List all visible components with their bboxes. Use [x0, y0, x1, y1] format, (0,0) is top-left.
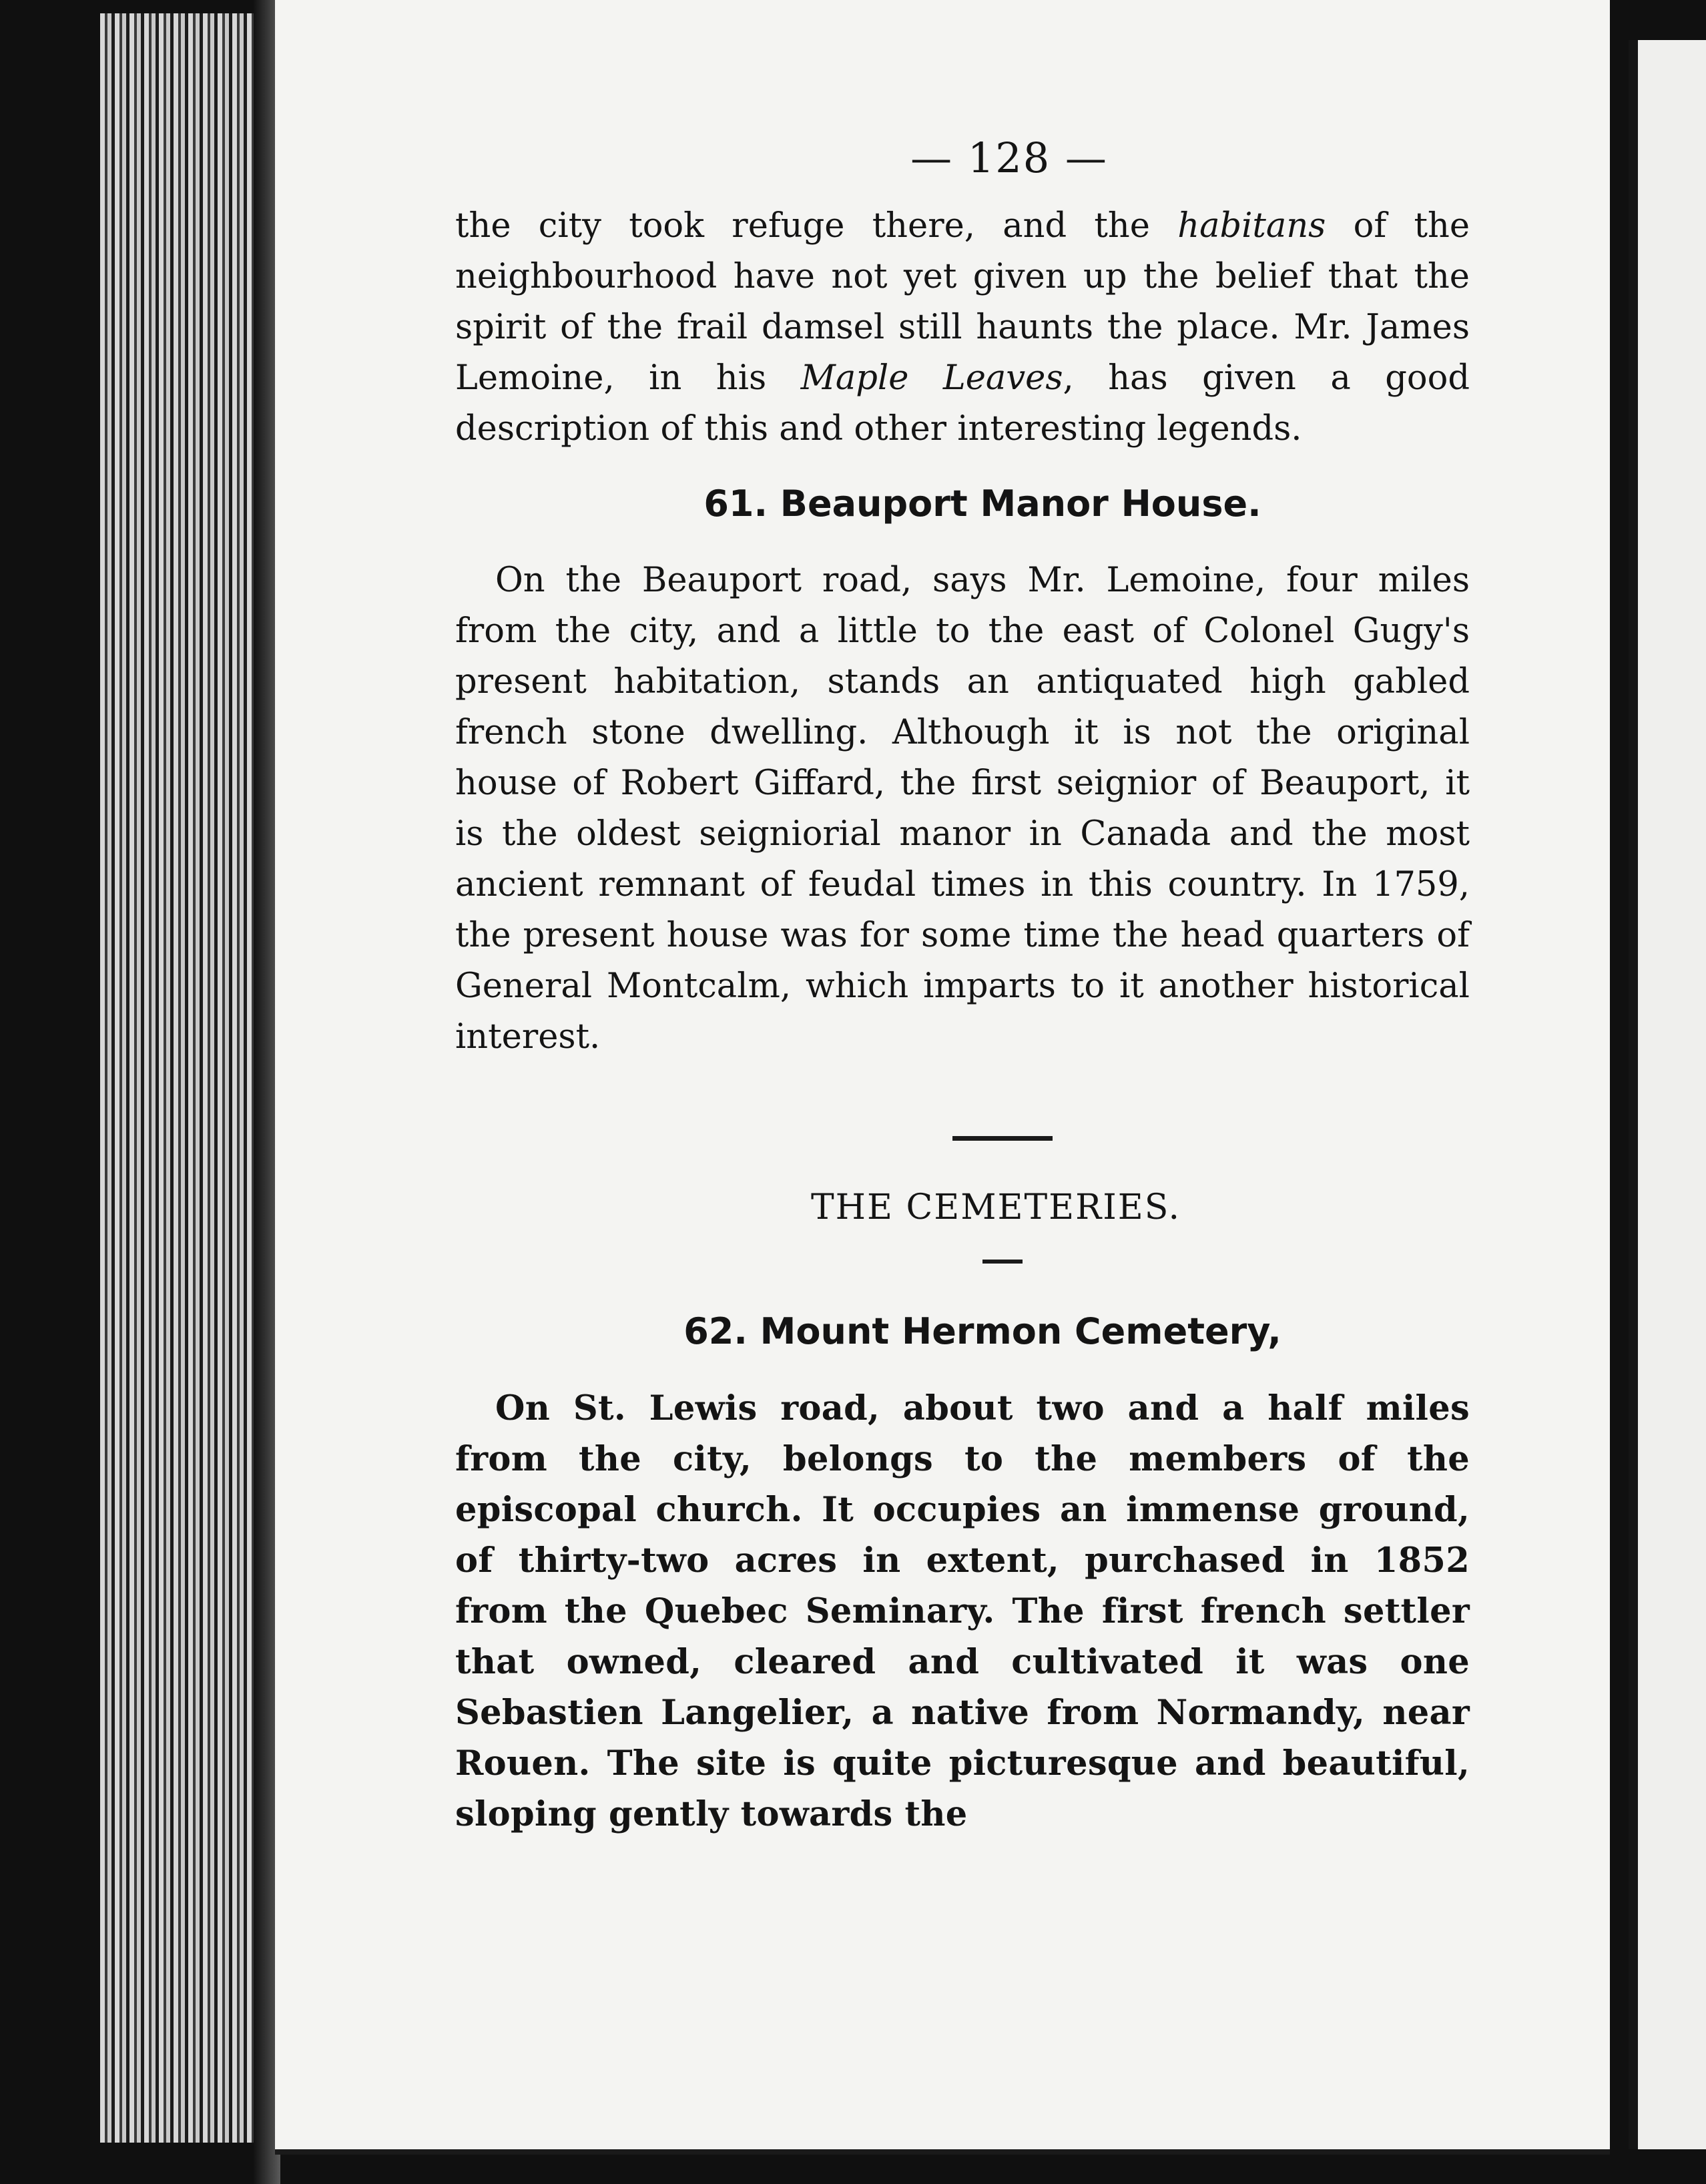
section-61-paragraph: On the Beauport road, says Mr. Lemoine, four miles from the city, and a little to the east of Colonel Gugy's present habitation, stands an antiquated high gabled french stone dwelling. Although it is not the original house of Robert Giffard, the first seignior of Beauport, it is the oldest seigniorial manor in Canada and the most ancient remnant of feudal times in this country. In 1759, the present house was for some time the head quarters of General Montcalm, which imparts to it another historical interest. — [455, 561, 1470, 1057]
intro-italic-1: habitans — [1177, 206, 1326, 246]
short-divider-rule — [982, 1260, 1023, 1264]
cemeteries-title: THE CEMETERIES. — [810, 1187, 1181, 1227]
intro-text-2: of the neighbourhood have not yet given up the belief that the spirit of the frail damsel still haunts the place. Mr. James Lemoine, in his — [455, 206, 1470, 398]
section-61-heading: 61. Beauport Manor House. — [703, 483, 1261, 525]
intro-text-1: the city took refuge there, and the — [455, 206, 1178, 246]
page-number: — 128 — — [910, 133, 1108, 182]
section-62-heading: 62. Mount Hermon Cemetery, — [683, 1310, 1282, 1352]
page-content — [455, 133, 1470, 1840]
intro-text-3: , has given a good description of this and other interesting legends. — [455, 358, 1470, 449]
facing-page-edge — [1629, 40, 1706, 2149]
section-62-paragraph: On St. Lewis road, about two and a half miles from the city, belongs to the members of the episcopal church. It occupies an immense ground, of thirty-two acres in extent, purchased in 1852 from the Quebec Seminary. The first french settler that owned, cleared and cultivated it was one Sebastien Langelier, a native from Normandy, near Rouen. The site is quite picturesque and beautiful, sloping gently towards the — [455, 1388, 1470, 1834]
book-page — [275, 0, 1610, 2155]
section-divider-rule — [952, 1136, 1053, 1141]
intro-italic-2: Maple Leaves — [800, 358, 1063, 398]
intro-paragraph — [455, 201, 1470, 455]
